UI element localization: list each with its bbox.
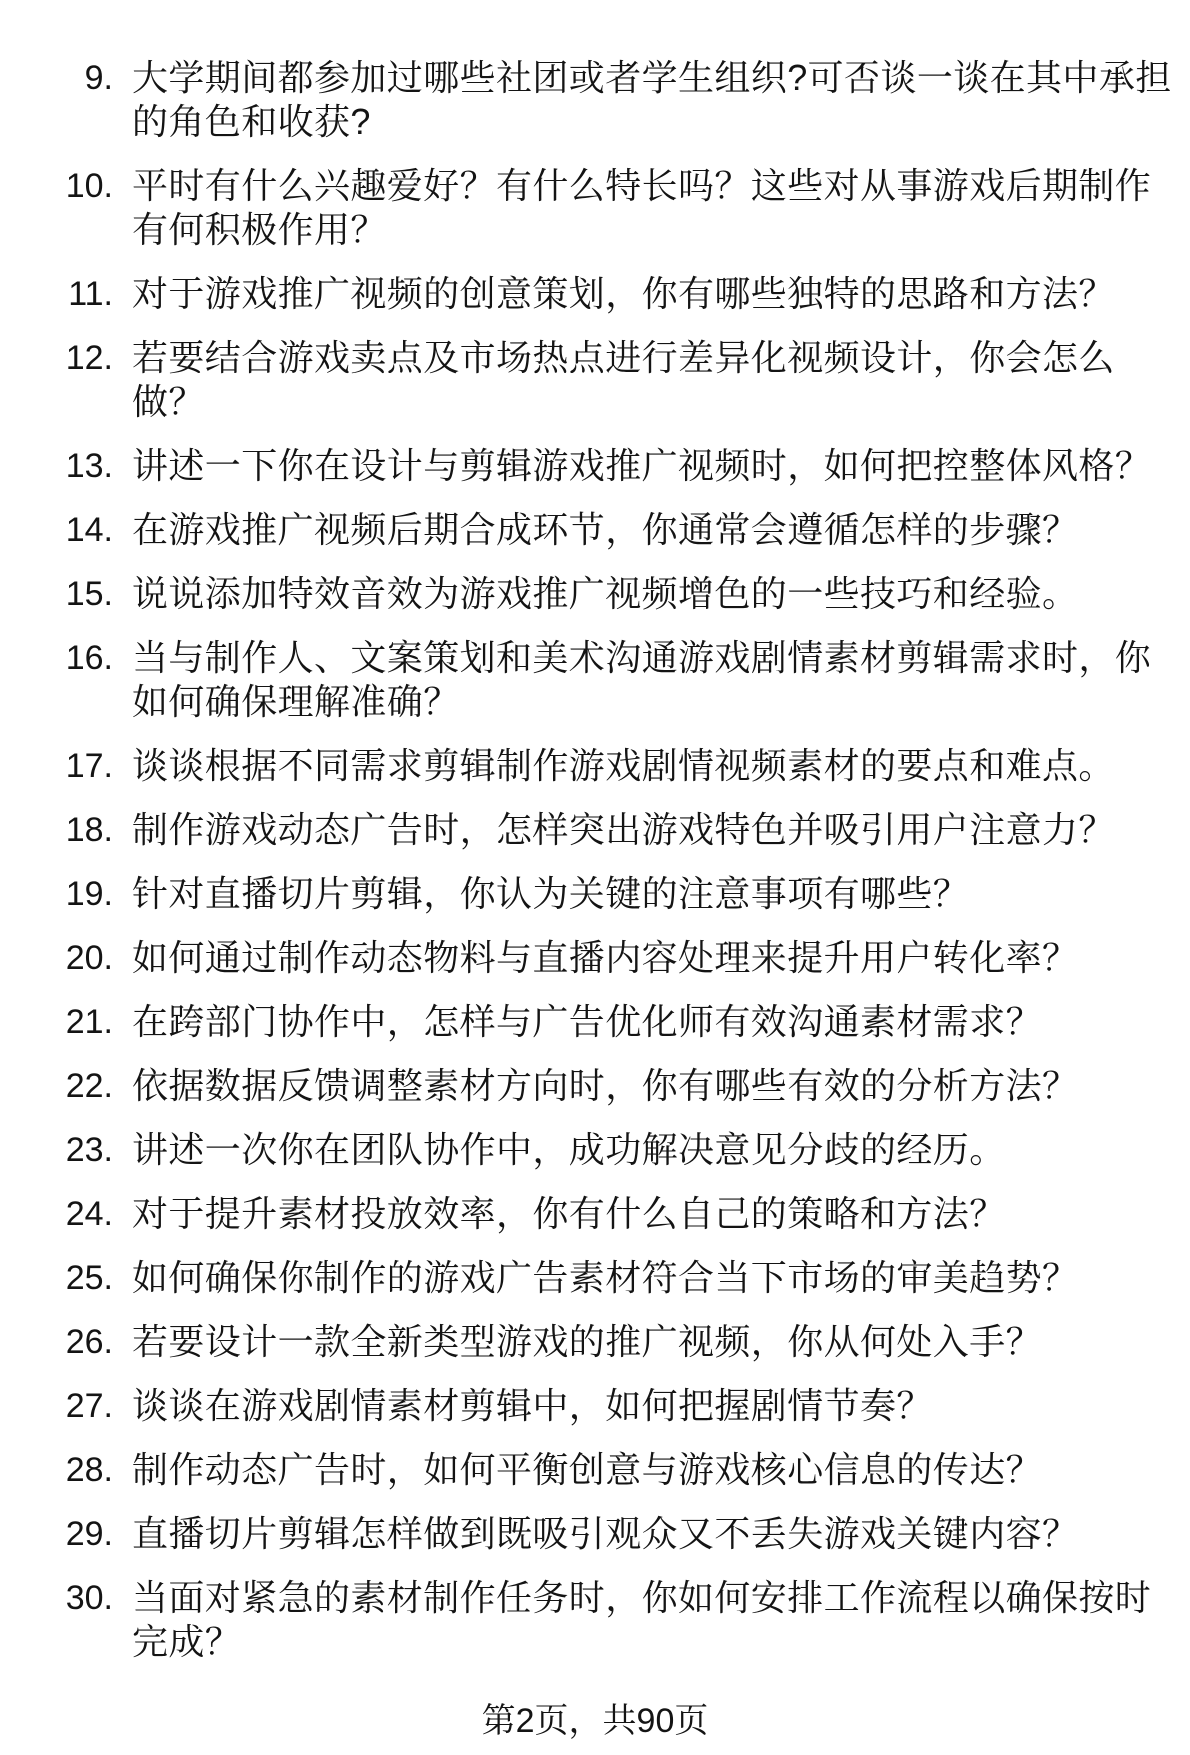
question-text-line: 制作游戏动态广告时，怎样突出游戏特色并吸引用户注意力？ xyxy=(132,809,1115,850)
question-list xyxy=(0,56,1190,1684)
question-text xyxy=(132,164,1182,252)
question-text-line: 对于游戏推广视频的创意策划，你有哪些独特的思路和方法？ xyxy=(132,273,1115,314)
question-item xyxy=(0,444,1190,488)
question-text-line: 依据数据反馈调整素材方向时，你有哪些有效的分析方法？ xyxy=(132,1065,1079,1106)
question-item xyxy=(0,164,1190,252)
question-text-line: 针对直播切片剪辑，你认为关键的注意事项有哪些？ xyxy=(132,873,970,914)
question-text xyxy=(132,636,1182,724)
question-text xyxy=(132,336,1182,424)
question-text-line: 谈谈在游戏剧情素材剪辑中，如何把握剧情节奏？ xyxy=(132,1385,933,1426)
question-text xyxy=(132,1064,1182,1108)
question-text-line: 讲述一下你在设计与剪辑游戏推广视频时，如何把控整体风格？ xyxy=(132,445,1152,486)
question-text xyxy=(132,1448,1182,1492)
question-number: 18. xyxy=(65,811,113,849)
question-text xyxy=(132,936,1182,980)
question-text xyxy=(132,444,1182,488)
question-item xyxy=(0,272,1190,316)
question-item xyxy=(0,1576,1190,1664)
question-text-line: 完成？ xyxy=(132,1621,242,1662)
question-number: 24. xyxy=(65,1195,113,1233)
question-text xyxy=(132,508,1182,552)
question-number: 15. xyxy=(65,575,113,613)
question-item xyxy=(0,1448,1190,1492)
question-text-line: 如何确保你制作的游戏广告素材符合当下市场的审美趋势？ xyxy=(132,1257,1079,1298)
question-number: 17. xyxy=(65,747,113,785)
question-text xyxy=(132,1128,1182,1172)
question-item xyxy=(0,1256,1190,1300)
question-number: 12. xyxy=(65,339,113,377)
question-item xyxy=(0,936,1190,980)
question-text-line: 大学期间都参加过哪些社团或者学生组织?可否谈一谈在其中承担 xyxy=(132,57,1172,98)
question-text xyxy=(132,744,1182,788)
question-number: 11. xyxy=(68,275,113,313)
question-number: 21. xyxy=(65,1003,113,1041)
question-number: 9. xyxy=(84,59,113,97)
question-text-line: 直播切片剪辑怎样做到既吸引观众又不丢失游戏关键内容？ xyxy=(132,1513,1079,1554)
question-item xyxy=(0,808,1190,852)
question-text-line: 平时有什么兴趣爱好？有什么特长吗？这些对从事游戏后期制作 xyxy=(132,165,1152,206)
question-text xyxy=(132,1384,1182,1428)
question-item xyxy=(0,1192,1190,1236)
question-item xyxy=(0,1064,1190,1108)
question-number: 16. xyxy=(65,639,113,677)
question-text xyxy=(132,1000,1182,1044)
question-number: 19. xyxy=(65,875,113,913)
question-number: 27. xyxy=(65,1387,113,1425)
question-number: 20. xyxy=(65,939,113,977)
question-text-line: 讲述一次你在团队协作中，成功解决意见分歧的经历。 xyxy=(132,1129,1006,1170)
question-item xyxy=(0,56,1190,144)
question-number: 23. xyxy=(65,1131,113,1169)
question-text xyxy=(132,1256,1182,1300)
question-text-line: 做？ xyxy=(132,381,205,422)
question-item xyxy=(0,1000,1190,1044)
question-text-line: 在跨部门协作中，怎样与广告优化师有效沟通素材需求？ xyxy=(132,1001,1043,1042)
question-text-line: 如何确保理解准确？ xyxy=(132,681,460,722)
question-number: 30. xyxy=(65,1579,113,1617)
question-text xyxy=(132,872,1182,916)
question-text xyxy=(132,572,1182,616)
question-text-line: 如何通过制作动态物料与直播内容处理来提升用户转化率？ xyxy=(132,937,1079,978)
question-number: 10. xyxy=(65,167,113,205)
question-item xyxy=(0,336,1190,424)
question-text xyxy=(132,1512,1182,1556)
question-text-line: 若要结合游戏卖点及市场热点进行差异化视频设计，你会怎么 xyxy=(132,337,1115,378)
question-item xyxy=(0,872,1190,916)
question-text-line: 的角色和收获? xyxy=(132,101,371,142)
question-item xyxy=(0,636,1190,724)
question-text xyxy=(132,56,1182,144)
question-text-line: 在游戏推广视频后期合成环节，你通常会遵循怎样的步骤？ xyxy=(132,509,1079,550)
question-number: 26. xyxy=(65,1323,113,1361)
question-text xyxy=(132,272,1182,316)
question-text xyxy=(132,1320,1182,1364)
question-text xyxy=(132,1192,1182,1236)
question-text-line: 当与制作人、文案策划和美术沟通游戏剧情素材剪辑需求时，你 xyxy=(132,637,1152,678)
question-item xyxy=(0,1384,1190,1428)
question-number: 14. xyxy=(65,511,113,549)
question-item xyxy=(0,1512,1190,1556)
question-number: 25. xyxy=(65,1259,113,1297)
question-item xyxy=(0,1320,1190,1364)
question-number: 22. xyxy=(65,1067,113,1105)
question-item xyxy=(0,572,1190,616)
question-number: 13. xyxy=(65,447,113,485)
question-text-line: 当面对紧急的素材制作任务时，你如何安排工作流程以确保按时 xyxy=(132,1577,1152,1618)
page-number-footer: 第2页，共90页 xyxy=(481,1702,709,1740)
question-number: 28. xyxy=(65,1451,113,1489)
question-item xyxy=(0,508,1190,552)
question-item xyxy=(0,1128,1190,1172)
question-number: 29. xyxy=(65,1515,113,1553)
question-text-line: 制作动态广告时，如何平衡创意与游戏核心信息的传达？ xyxy=(132,1449,1043,1490)
question-text-line: 若要设计一款全新类型游戏的推广视频，你从何处入手？ xyxy=(132,1321,1043,1362)
question-text-line: 对于提升素材投放效率，你有什么自己的策略和方法？ xyxy=(132,1193,1006,1234)
question-text xyxy=(132,808,1182,852)
question-text-line: 有何积极作用？ xyxy=(132,209,387,250)
question-text xyxy=(132,1576,1182,1664)
question-text-line: 说说添加特效音效为游戏推广视频增色的一些技巧和经验。 xyxy=(132,573,1079,614)
question-text-line: 谈谈根据不同需求剪辑制作游戏剧情视频素材的要点和难点。 xyxy=(132,745,1115,786)
question-item xyxy=(0,744,1190,788)
